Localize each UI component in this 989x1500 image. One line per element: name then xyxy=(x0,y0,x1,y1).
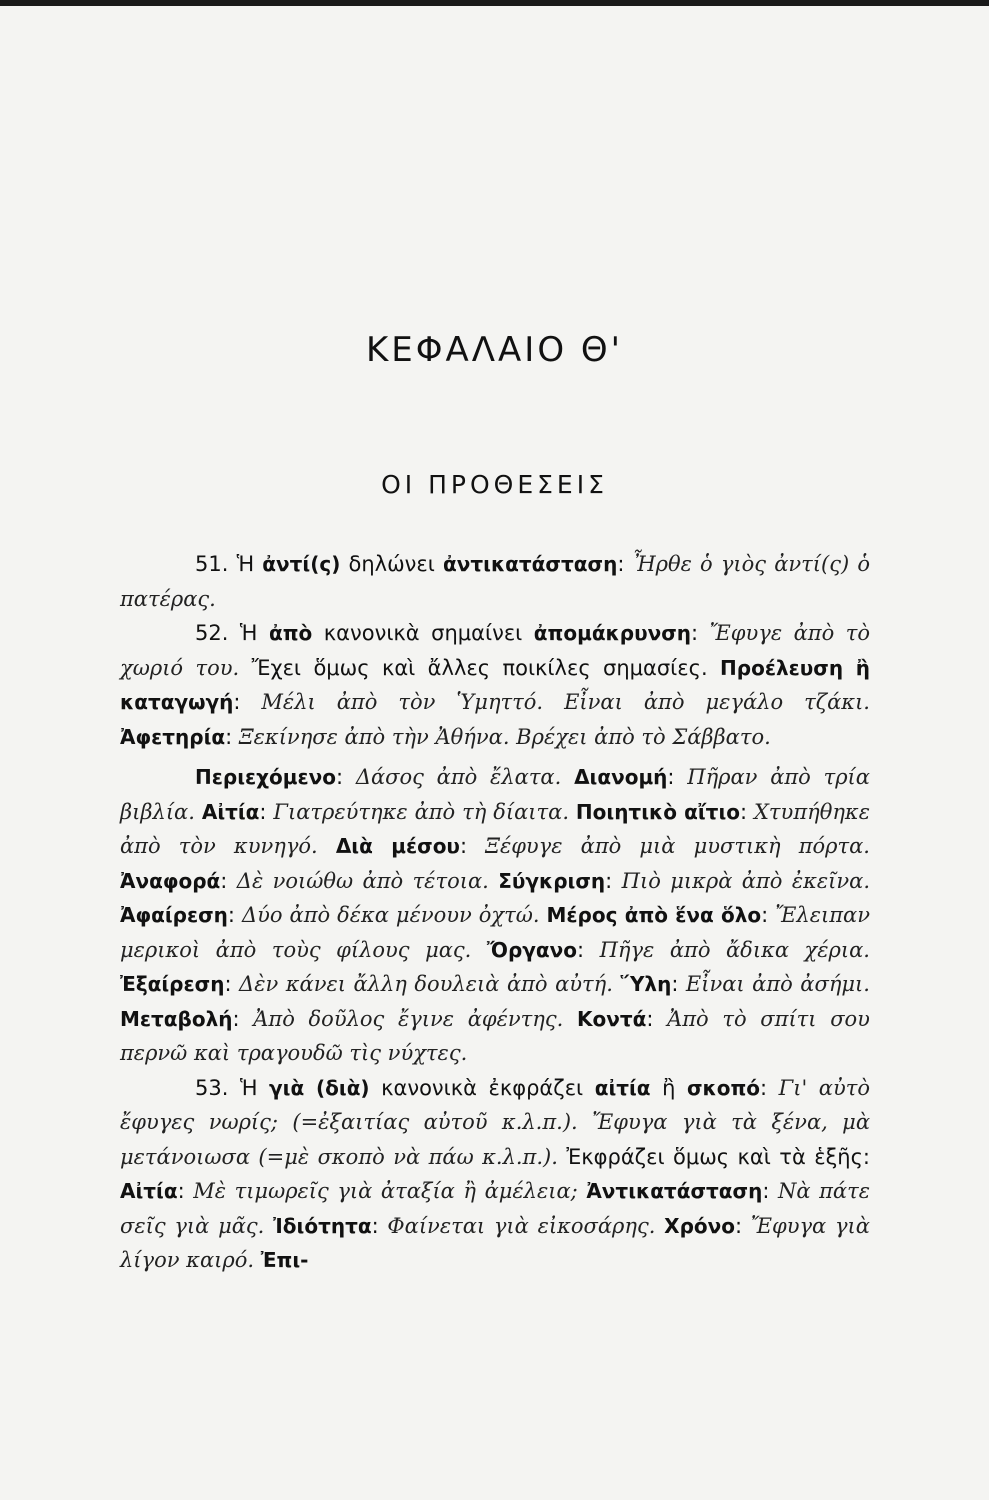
keyword: Μεταβολή xyxy=(120,1006,233,1031)
example-text: Ἀπὸ δοῦλος ἔγινε ἀφέντης. xyxy=(253,1006,564,1031)
paragraph-p52b xyxy=(120,760,870,1071)
example-text: Ἔφυγα γιὰ λίγον καιρό. xyxy=(120,1213,870,1272)
example-text: Ξέφυγε ἀπὸ μιὰ μυστικὴ πόρτα. xyxy=(485,834,870,858)
body-run xyxy=(569,800,576,824)
keyword: Ποιητικὸ αἴτιο xyxy=(575,799,740,824)
body-run: : xyxy=(259,799,274,824)
example-text: Νὰ πάτε σεῖς γιὰ μᾶς. xyxy=(120,1179,870,1238)
body-run xyxy=(264,1214,273,1238)
example-text: Εἶναι ἀπὸ ἀσήμι. xyxy=(685,972,870,996)
keyword: ἀντικατάσταση xyxy=(443,552,618,576)
example-text: Δύο ἀπὸ δέκα μένουν ὀχτώ. xyxy=(241,903,540,927)
body-run xyxy=(540,903,547,927)
keyword: ἀντί(ς) xyxy=(262,552,341,576)
example-text: Ἔφυγε ἀπὸ τὸ χωριό του. xyxy=(120,621,870,680)
body-run: : xyxy=(220,868,237,893)
example-text: Γιατρεύτηκε ἀπὸ τὴ δίαιτα. xyxy=(273,799,569,824)
section-title: ΟΙ ΠΡΟΘΕΣΕΙΣ xyxy=(381,470,608,499)
chapter-title: ΚΕΦΑΛΑΙΟ Θ' xyxy=(365,330,624,370)
body-run: Ἔχει ὅμως καὶ ἄλλες ποικίλες σημασίες. xyxy=(239,655,721,680)
body-run: Ἐκφράζει ὅμως καὶ τὰ ἑξῆς: xyxy=(557,1144,870,1169)
body-run: : xyxy=(691,621,710,645)
body-text xyxy=(120,547,870,1278)
example-text: Πιὸ μικρὰ ἀπὸ ἐκεῖνα. xyxy=(621,868,870,893)
keyword: ἀπὸ xyxy=(268,621,313,645)
example-text: Ἀπὸ τὸ σπίτι σου περνῶ καὶ τραγουδῶ τὶς νύχτες. xyxy=(120,1006,870,1065)
keyword: Χρόνο xyxy=(664,1213,736,1238)
example-text: Μὲ τιμωρεῖς γιὰ ἀταξία ἢ ἀμέλεια; xyxy=(193,1179,578,1203)
example-text: Δὲν κάνει ἄλλη δουλειὰ ἀπὸ αὐτή. xyxy=(239,972,613,996)
keyword: Ἐξαίρεση xyxy=(120,972,225,996)
body-run xyxy=(489,869,498,893)
body-run: : xyxy=(667,765,688,789)
body-run: : xyxy=(177,1179,194,1203)
body-run: : xyxy=(227,903,242,927)
body-run: : xyxy=(617,552,633,576)
body-run: : xyxy=(335,765,356,789)
paragraph-p52 xyxy=(120,616,870,754)
keyword: Κοντά xyxy=(576,1006,647,1031)
keyword: Μέρος ἀπὸ ἕνα ὅλο xyxy=(546,903,762,927)
body-run xyxy=(254,1248,261,1272)
body-run: δηλώνει xyxy=(340,552,444,576)
body-run: : xyxy=(577,937,600,962)
example-text: Ἦρθε ὁ γιὸς ἀντί(ς) ὁ πατέρας. xyxy=(120,552,870,611)
example-text: Δὲ νοιώθω ἀπὸ τέτοια. xyxy=(236,868,489,893)
keyword: Σύγκριση xyxy=(498,868,606,893)
keyword: Αἰτία xyxy=(120,1179,178,1203)
body-run: 52. Ἡ xyxy=(195,621,269,645)
keyword: Ἀφαίρεση xyxy=(120,903,228,927)
body-run: : xyxy=(739,799,754,824)
example-text: Φαίνεται γιὰ εἰκοσάρης. xyxy=(387,1213,656,1238)
example-text: Ἔλειπαν μερικοὶ ἀπὸ τοὺς φίλους μας. xyxy=(120,903,870,962)
keyword: αἰτία xyxy=(594,1075,651,1100)
keyword: Ἀναφορά xyxy=(120,868,221,893)
example-text: Πῆραν ἀπὸ τρία βιβλία. xyxy=(120,765,870,824)
body-run: : xyxy=(371,1213,388,1238)
keyword: Ὄργανο xyxy=(486,937,577,962)
body-run: : xyxy=(646,1006,668,1031)
keyword: Περιεχόμενο xyxy=(195,765,336,789)
paragraph-p53 xyxy=(120,1071,870,1278)
example-text: Ξεκίνησε ἀπὸ τὴν Ἀθήνα. Βρέχει ἀπὸ τὸ Σάββατο. xyxy=(238,724,771,749)
example-text: Γι' αὐτὸ ἔφυγες νωρίς; (=ἐξαιτίας αὐτοῦ κ.λ.π.). Ἔφυγα γιὰ τὰ ξένα, μὰ μετάνοιωσα (=μὲ σκοπὸ νὰ πάω κ.λ.π.). xyxy=(120,1075,870,1169)
example-text: Δάσος ἀπὸ ἔλατα. xyxy=(355,765,562,789)
body-run xyxy=(655,1214,664,1238)
keyword: Ἐπι- xyxy=(260,1248,309,1272)
example-text: Πῆγε ἀπὸ ἄδικα χέρια. xyxy=(599,937,870,962)
body-run xyxy=(561,765,574,789)
body-run: κανονικὰ σημαίνει xyxy=(312,621,534,645)
body-run: 51. Ἡ xyxy=(195,552,263,576)
keyword: Αἰτία xyxy=(201,799,260,824)
body-run: : xyxy=(232,1006,254,1031)
body-run: : xyxy=(233,690,262,714)
paragraph-p51 xyxy=(120,547,870,616)
body-run: 53. Ἡ xyxy=(195,1075,270,1100)
keyword: Προέλευση ἢ καταγωγή xyxy=(120,655,870,714)
body-run: : xyxy=(735,1213,751,1238)
body-run: κανονικὰ ἐκφράζει xyxy=(369,1075,595,1100)
body-run: : xyxy=(671,972,686,996)
body-run: : xyxy=(761,903,776,927)
body-run: : xyxy=(225,724,239,749)
body-run xyxy=(471,938,487,962)
keyword: ἀπομάκρυνση xyxy=(533,621,692,645)
scan-top-edge xyxy=(0,0,989,6)
body-run: : xyxy=(459,834,486,858)
keyword: Ἀντικατάσταση xyxy=(586,1179,763,1203)
keyword: σκοπό xyxy=(686,1075,761,1100)
keyword: Ὕλη xyxy=(620,972,672,996)
example-text: Χτυπήθηκε ἀπὸ τὸν κυνηγό. xyxy=(120,799,870,858)
keyword: Διὰ μέσου xyxy=(335,834,460,858)
body-run xyxy=(563,1007,577,1031)
body-run: ἢ xyxy=(650,1075,687,1100)
keyword: Ἀφετηρία xyxy=(120,724,226,749)
keyword: Διανομή xyxy=(574,765,668,789)
keyword: γιὰ (διὰ) xyxy=(269,1075,370,1100)
keyword: Ἰδιότητα xyxy=(273,1213,372,1238)
body-run xyxy=(318,834,336,858)
body-run xyxy=(195,800,202,824)
body-run: : xyxy=(762,1179,778,1203)
body-run: : xyxy=(760,1075,779,1100)
body-run: : xyxy=(605,868,622,893)
body-run: : xyxy=(224,972,240,996)
example-text: Μέλι ἀπὸ τὸν Ὑμηττό. Εἶναι ἀπὸ μεγάλο τζάκι. xyxy=(261,690,870,714)
